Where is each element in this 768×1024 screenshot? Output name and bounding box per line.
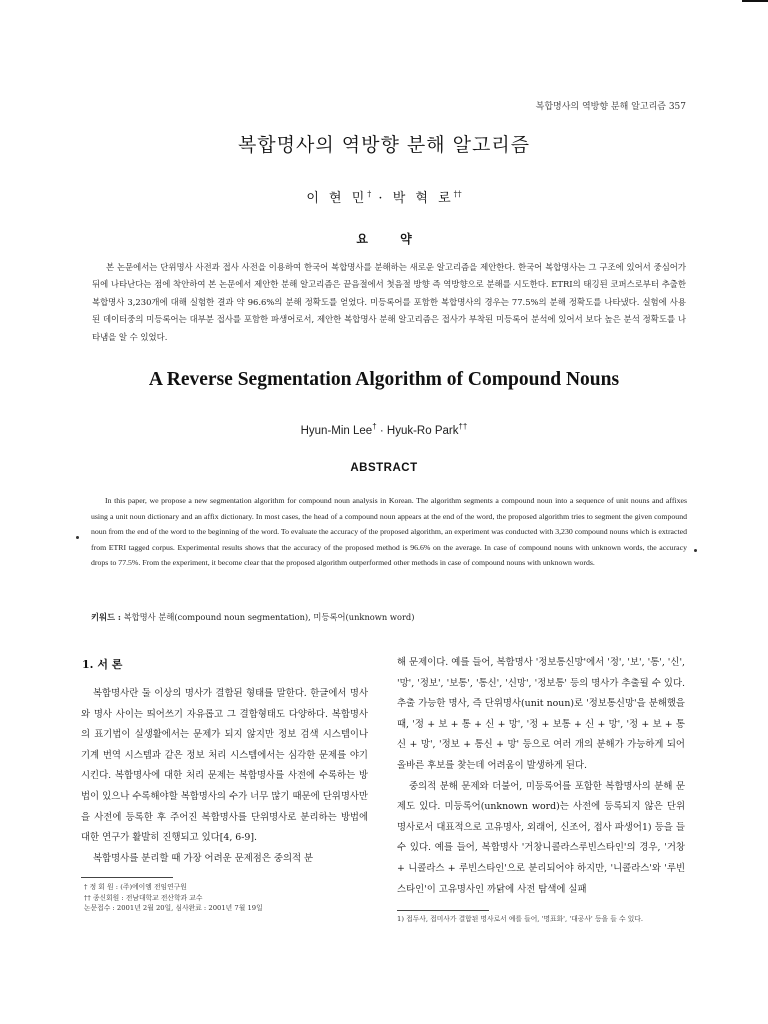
scan-speck: [694, 549, 697, 552]
footnote-row: [84, 903, 263, 914]
footnote-mark: †: [84, 883, 88, 891]
footnote-row: [84, 882, 263, 893]
author-mark-1: †: [367, 189, 372, 199]
author-separator: ·: [378, 191, 386, 206]
author-name-en-2: Hyuk-Ro Park: [386, 424, 459, 437]
abstract-body-korean: 본 논문에서는 단위명사 사전과 접사 사전을 이용하여 한국어 복합명사를 분해하는 새로운 알고리즘을 제안한다. 한국어 복합명사는 그 구조에 있어서 중심어가 뒤에 나타난다는 점에 착안하여 본 논문에서 제안한 분해 알고리즘은 끝음절에서 첫음절 방향 즉 역방향으로 분해를 시도한다. ETRI의 태깅된 코퍼스로부터 추출한 복합명사 3,230개에 대해 실험한 결과 약 96.6%의 분해 정확도를 얻었다. 미등록어를 포함한 복합명사의 경우는 77.5%의 분해 정확도를 나타냈다. 실험에 사용된 데이터중의 미등록어는 대부분 접사를 포함한 파생어로서, 제안한 복합명사 분해 알고리즘은 접사가 부착된 미등록어 분석에 있어서 보다 높은 분석 정확도를 나타냄을 알 수 있었다.: [92, 262, 686, 342]
footnotes-affiliations: [84, 882, 263, 914]
footnote-text: (주)에이엠 전임연구원: [120, 883, 187, 891]
body-column-left: [81, 684, 368, 869]
section-heading-introduction: 1. 서 론: [82, 658, 123, 671]
body-paragraph: 중의적 분해 문제와 더불어, 미등록어를 포함한 복합명사의 분해 문제도 있다. 미등록어(unknown word)는 사전에 등록되지 않은 단위명사로서 대표적으로 고유명사, 외래어, 신조어, 접사 파생어1) 등을 들 수 있다. 예를 들어, 복합명사 '거창니콜라스루빈스타인'의 경우, '거창 + 니콜라스 + 루빈스타인'으로 분리되어야 하지만, '니콜라스'와 '루빈스타인'이 고유명사인 까닭에 사전 탐색에 실패: [397, 780, 685, 895]
body-paragraph: 복합명사를 분리할 때 가장 어려운 문제점은 중의적 분: [93, 852, 314, 864]
body-column-right: [397, 653, 685, 900]
author-mark-en-2: ††: [458, 422, 468, 431]
keywords-text: 복합명사 분해(compound noun segmentation), 미등록어(unknown word): [123, 612, 415, 622]
abstract-body-english: In this paper, we propose a new segmentation algorithm for compound noun analysis in Korean. The algorithm segments a compound noun into a sequence of unit nouns and affixes using a unit noun dictionary and an affix dictionary. In most cases, the head of a compound noun appears at the end of the word, the proposed algorithm tries to segment the given compound noun from the end of the word to the beginning of the word. To evaluate the accuracy of the proposed algorithm, an experiment was conducted with 3,230 compound nouns which is extracted from ETRI tagged corpus. Experimental results shows that the accuracy of the proposed method is 96.6% on the average. In case of compound nouns with unknown words, the accuracy drops to 77.5%. From the experiment, it become clear that the proposed algorithm outperformed other methods in case of compound nouns with unknown words.: [91, 496, 687, 568]
footnote-divider-left: [81, 877, 173, 878]
author-name-en-1: Hyun-Min Lee: [300, 424, 373, 437]
running-header: 복합명사의 역방향 분해 알고리즘 357: [535, 102, 686, 112]
footnote-label: 정 회 원 :: [89, 883, 119, 891]
keywords-label: 키워드 :: [91, 612, 121, 622]
footnote-divider-right: [397, 910, 489, 911]
author-mark-en-1: †: [372, 422, 377, 431]
footnote-mark: ††: [84, 893, 91, 902]
footnote-label: 종신회원 :: [92, 893, 124, 902]
author-separator-en: ·: [379, 424, 384, 437]
authors-english: [0, 422, 768, 437]
paper-title-korean: 복합명사의 역방향 분해 알고리즘: [237, 134, 531, 156]
footnote-row: [84, 893, 263, 904]
body-paragraph: 복합명사란 둘 이상의 명사가 결합된 형태를 말한다. 한글에서 명사와 명사 사이는 띄어쓰기 자유롭고 그 결합형태도 다양하다. 복합명사의 표기법이 실생활에서는 문제가 되지 않지만 정보 검색 시스템이나 기계 번역 시스템과 같은 정보 처리 시스템에서는 심각한 문제를 야기시킨다. 복합명사에 대한 처리 문제는 복합명사를 사전에 수록하는 방법이 있으나 수록해야할 복합명사의 수가 너무 많기 때문에 단위명사만을 사전에 등록한 후 주어진 복합명사를 단위명사로 분리하는 방법에 대한 연구가 활발히 진행되고 있다[4, 6-9].: [81, 688, 368, 844]
footnote-text: 전남대학교 전산학과 교수: [125, 893, 203, 902]
author-name-1: 이 현 민: [306, 191, 368, 206]
author-mark-2: ††: [453, 189, 462, 199]
keywords-line: [91, 611, 414, 623]
footnote-definition: 1) 접두사, 접미사가 결합된 명사로서 예를 들어, '명표화', '대공사' 등을 들 수 있다.: [397, 915, 643, 923]
footnote-label: 논문접수 :: [84, 904, 115, 912]
abstract-heading-english: ABSTRACT: [350, 462, 418, 474]
scan-edge-mark: [742, 0, 768, 2]
footnote-text: 2001년 2월 20일, 심사완료 : 2001년 7월 19일: [116, 904, 263, 912]
scan-speck: [76, 536, 79, 539]
authors-korean: [0, 187, 768, 206]
author-name-2: 박 혁 로: [392, 191, 454, 206]
abstract-heading-korean: 요 약: [356, 232, 426, 246]
paper-title-english: A Reverse Segmentation Algorithm of Compound Nouns: [148, 369, 620, 390]
body-paragraph: 해 문제이다. 예를 들어, 복합명사 '정보통신망'에서 '정', '보', '통', '신', '망', '정보', '보통', '통신', '신망', '정보통' 등의 명사가 추출될 수 있다. 추출 가능한 명사, 즉 단위명사(unit noun)로 '정보통신망'을 분해했을 때, '정 + 보 + 통 + 신 + 망', '정 + 보통 + 신 + 망', '정 + 보 + 통신 + 망', '정보 + 통신 + 망' 등으로 여러 개의 분해가 가능하게 되어 올바른 후보를 찾는데 어려움이 발생하게 된다.: [397, 657, 685, 771]
